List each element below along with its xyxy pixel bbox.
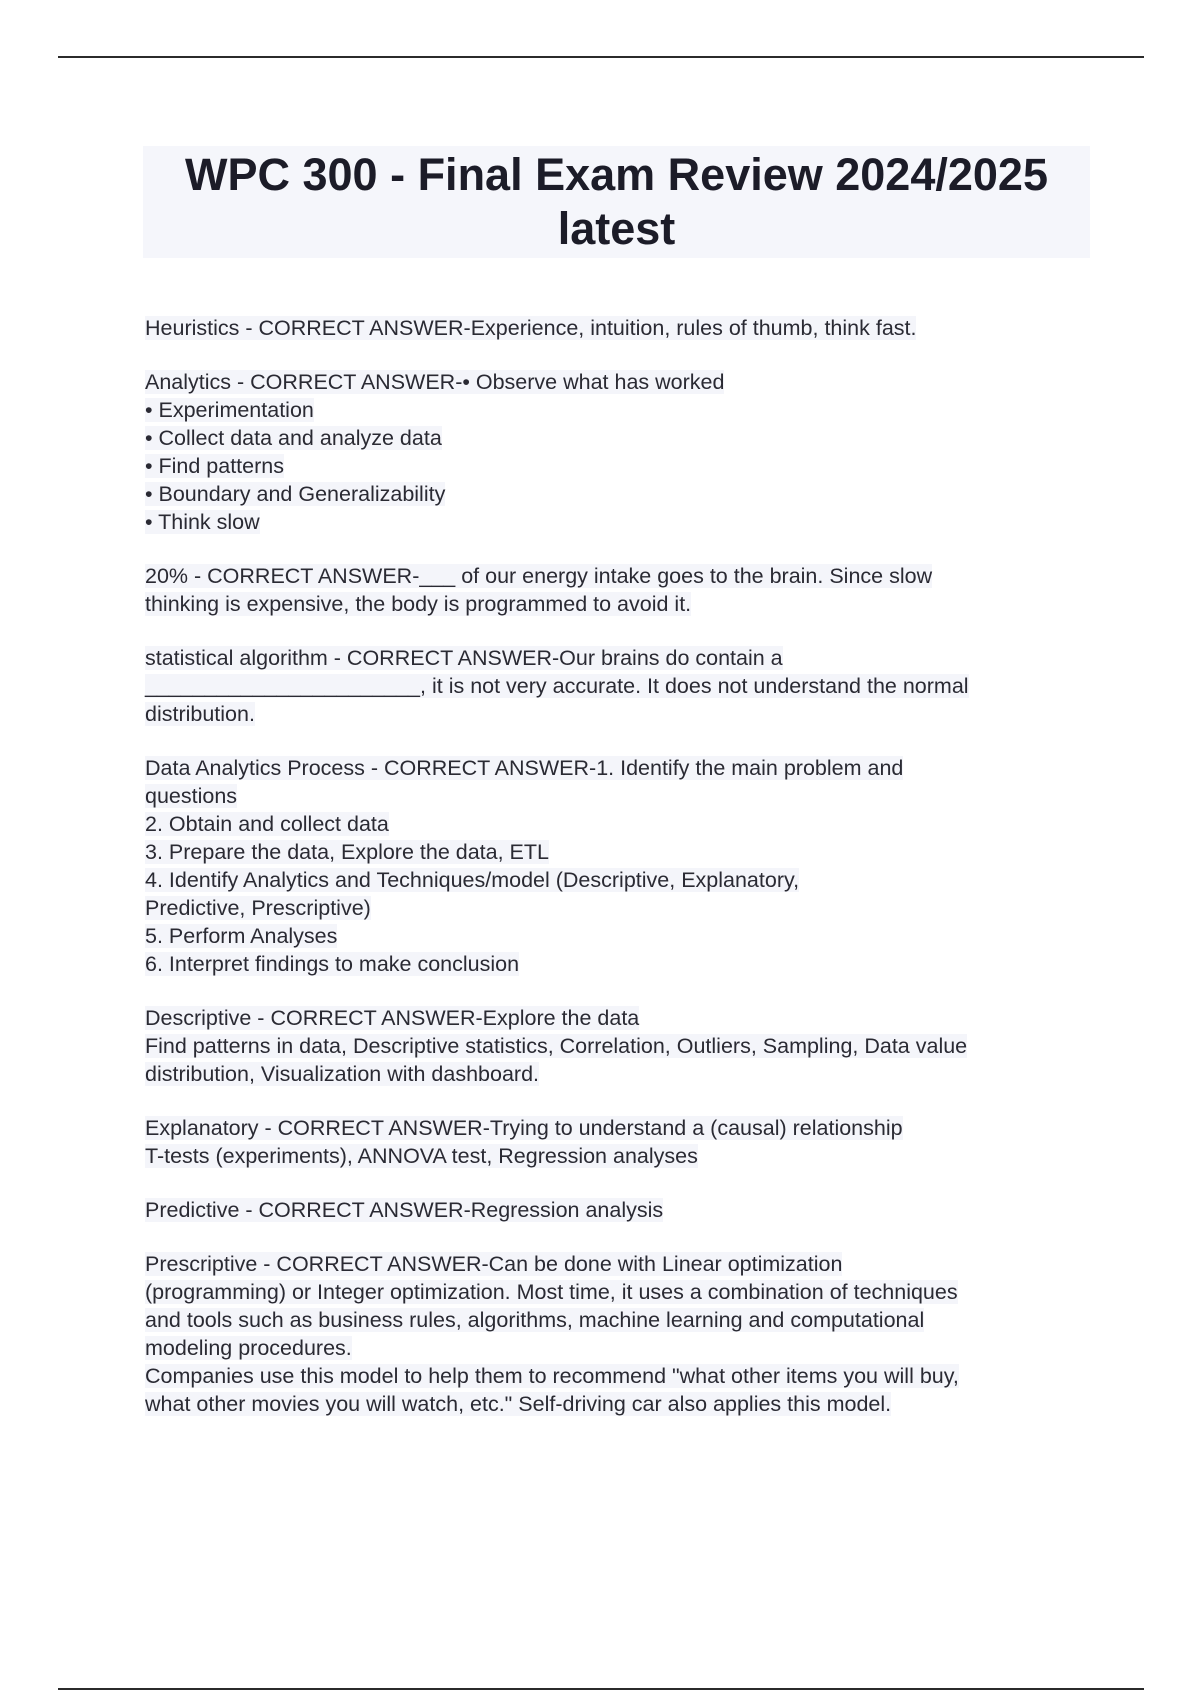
qa-entry-line: Explanatory - CORRECT ANSWER-Trying to understand a (causal) relationship [145, 1116, 903, 1140]
qa-entry [145, 562, 1085, 618]
qa-entry-line-wrap [145, 1004, 1085, 1032]
qa-entry [145, 644, 1085, 728]
qa-entry [145, 1004, 1085, 1088]
qa-entry-line-wrap [145, 1362, 1085, 1390]
qa-entry-line-wrap [145, 562, 1085, 590]
qa-entry-line: 5. Perform Analyses [145, 924, 338, 948]
qa-entry-line-wrap [145, 1250, 1085, 1278]
qa-entry-line: Predictive - CORRECT ANSWER-Regression analysis [145, 1198, 664, 1222]
qa-entry-line-wrap [145, 368, 1085, 396]
qa-entry [145, 1250, 1085, 1418]
qa-entry-line: Heuristics - CORRECT ANSWER-Experience, intuition, rules of thumb, think fast. [145, 316, 917, 340]
qa-entry-line-wrap [145, 1142, 1085, 1170]
qa-entry-line-wrap [145, 1060, 1085, 1088]
qa-entry-line: 3. Prepare the data, Explore the data, ETL [145, 840, 549, 864]
qa-entry-line: Descriptive - CORRECT ANSWER-Explore the data [145, 1006, 640, 1030]
qa-entry-line: • Boundary and Generalizability [145, 482, 446, 506]
qa-entry-line: Companies use this model to help them to recommend "what other items you will buy, [145, 1364, 959, 1388]
qa-entry-line-wrap [145, 1032, 1085, 1060]
qa-entry-line: (programming) or Integer optimization. Most time, it uses a combination of techniques [145, 1280, 958, 1304]
qa-entry-line: distribution. [145, 702, 255, 726]
qa-entry-line: Prescriptive - CORRECT ANSWER-Can be done with Linear optimization [145, 1252, 843, 1276]
title-block [143, 146, 1090, 258]
top-rule [58, 56, 1144, 58]
qa-entry-line: statistical algorithm - CORRECT ANSWER-Our brains do contain a [145, 646, 783, 670]
qa-entry-line-wrap [145, 866, 1085, 894]
qa-entry-line: Find patterns in data, Descriptive statistics, Correlation, Outliers, Sampling, Data value [145, 1034, 968, 1058]
qa-entry-line-wrap [145, 1278, 1085, 1306]
page-title-line-2: latest [557, 203, 676, 254]
qa-entry-line-wrap [145, 1306, 1085, 1334]
qa-entry-line-wrap [145, 782, 1085, 810]
qa-entry-line: Analytics - CORRECT ANSWER-• Observe what has worked [145, 370, 725, 394]
qa-entry-line-wrap [145, 452, 1085, 480]
qa-entry-line: • Collect data and analyze data [145, 426, 442, 450]
qa-entry-line: _______________________, it is not very accurate. It does not understand the normal [145, 674, 969, 698]
qa-entry-line: T-tests (experiments), ANNOVA test, Regression analyses [145, 1144, 698, 1168]
qa-entry-line-wrap [145, 810, 1085, 838]
qa-entry [145, 314, 1085, 342]
qa-entry-line-wrap [145, 644, 1085, 672]
qa-entry-line-wrap [145, 950, 1085, 978]
qa-entry-line-wrap [145, 424, 1085, 452]
document-body [145, 314, 1085, 1444]
qa-entry [145, 1114, 1085, 1170]
qa-entry-line: Predictive, Prescriptive) [145, 896, 371, 920]
qa-entry-line: • Find patterns [145, 454, 284, 478]
qa-entry-line-wrap [145, 838, 1085, 866]
qa-entry-line: • Think slow [145, 510, 260, 534]
qa-entry-line: what other movies you will watch, etc." Self-driving car also applies this model. [145, 1392, 892, 1416]
qa-entry-line-wrap [145, 480, 1085, 508]
qa-entry-line: 4. Identify Analytics and Techniques/model (Descriptive, Explanatory, [145, 868, 800, 892]
qa-entry-line: questions [145, 784, 238, 808]
qa-entry-line-wrap [145, 590, 1085, 618]
qa-entry-line-wrap [145, 1390, 1085, 1418]
qa-entry-line-wrap [145, 1334, 1085, 1362]
qa-entry-line-wrap [145, 700, 1085, 728]
qa-entry [145, 754, 1085, 978]
bottom-rule [58, 1688, 1144, 1690]
qa-entry-line: 6. Interpret findings to make conclusion [145, 952, 520, 976]
page-title [143, 146, 1090, 256]
qa-entry-line: thinking is expensive, the body is programmed to avoid it. [145, 592, 692, 616]
qa-entry-line-wrap [145, 754, 1085, 782]
qa-entry-line-wrap [145, 508, 1085, 536]
qa-entry-line: distribution, Visualization with dashboard. [145, 1062, 540, 1086]
qa-entry-line-wrap [145, 672, 1085, 700]
qa-entry-line-wrap [145, 314, 1085, 342]
qa-entry-line-wrap [145, 1196, 1085, 1224]
qa-entry-line-wrap [145, 894, 1085, 922]
qa-entry-line-wrap [145, 922, 1085, 950]
qa-entry-line: Data Analytics Process - CORRECT ANSWER-1. Identify the main problem and [145, 756, 904, 780]
qa-entry-line: • Experimentation [145, 398, 314, 422]
qa-entry [145, 368, 1085, 536]
page-title-line-1: WPC 300 - Final Exam Review 2024/2025 [185, 149, 1048, 200]
qa-entry-line: modeling procedures. [145, 1336, 352, 1360]
qa-entry-line-wrap [145, 1114, 1085, 1142]
qa-entry [145, 1196, 1085, 1224]
qa-entry-line: 20% - CORRECT ANSWER-___ of our energy intake goes to the brain. Since slow [145, 564, 933, 588]
qa-entry-line: and tools such as business rules, algorithms, machine learning and computational [145, 1308, 925, 1332]
qa-entry-line: 2. Obtain and collect data [145, 812, 389, 836]
qa-entry-line-wrap [145, 396, 1085, 424]
